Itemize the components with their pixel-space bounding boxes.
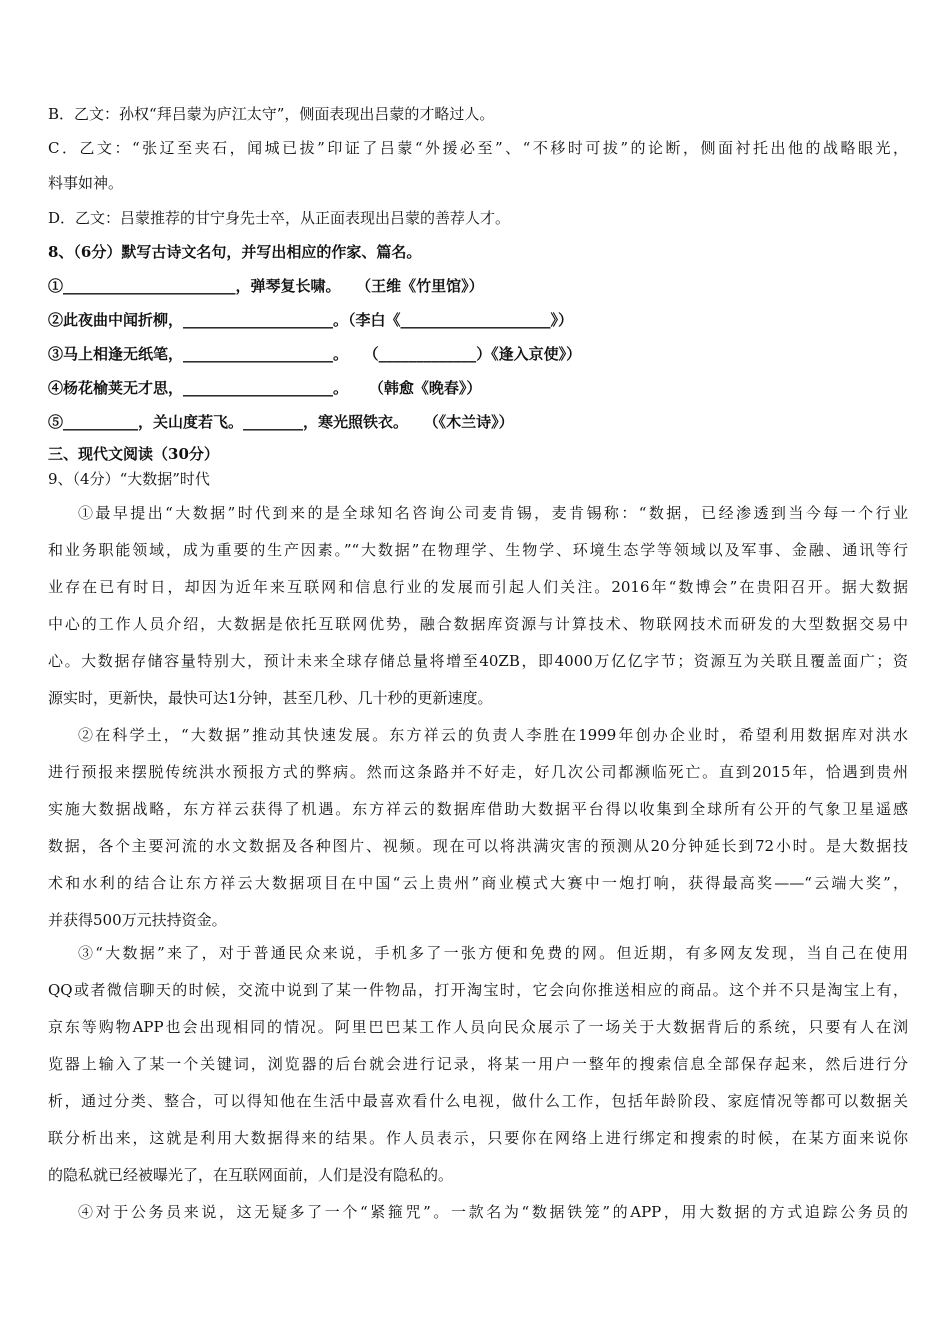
option-c-line-2: 料事如神。 <box>48 174 124 192</box>
question-8-title: 8、（6分）默写古诗文名句，并写出相应的作家、篇名。 <box>48 243 422 261</box>
passage-line: 数据，各个主要河流的水文数据及各种图片、视频。现在可以将洪满灾害的预测从20分钟延长到72小时。是大数据技 <box>48 837 908 855</box>
option-c-line-1: C．乙文：“张辽至夹石，闻城已拔”印证了吕蒙“外援必至”、“不移时可拔”的论断，侧面衬托出他的战略眼光， <box>48 139 908 157</box>
passage-line: 源实时，更新快，最快可达1分钟，甚至几秒、几十秒的更新速度。 <box>48 689 493 707</box>
passage-line: ④对于公务员来说，这无疑多了一个“紧箍咒”。一款名为“数据铁笼”的APP，用大数据的方式追踪公务员的 <box>78 1203 908 1221</box>
passage-line: 京东等购物APP也会出现相同的情况。阿里巴巴某工作人员向民众展示了一场关于大数据背后的系统，只要有人在浏 <box>48 1018 908 1036</box>
passage-line: 览器上输入了某一个关键词，浏览器的后台就会进行记录，将某一用户一整年的搜索信息全部保存起来，然后进行分 <box>48 1055 908 1073</box>
passage-line: ③“大数据”来了，对于普通民众来说，手机多了一张方便和免费的网。但近期，有多网友发现，当自己在使用 <box>78 944 908 962</box>
q8-item-1: ①_______________________，弹琴复长啸。 （王维《竹里馆》） <box>48 277 484 295</box>
passage-line: ①最早提出“大数据”时代到来的是全球知名咨询公司麦肯锡，麦肯锡称：“数据，已经渗透到当今每一个行业 <box>78 504 908 522</box>
passage-line: 并获得500万元扶持资金。 <box>48 911 227 929</box>
option-b: B．乙文：孙权“拜吕蒙为庐江太守”，侧面表现出吕蒙的才略过人。 <box>48 105 495 123</box>
passage-line: 和业务职能领域，成为重要的生产因素。”“大数据”在物理学、生物学、环境生态学等领域以及军事、金融、通讯等行 <box>48 541 908 559</box>
q8-item-5: ⑤__________，关山度若飞。________，寒光照铁衣。 （《木兰诗》） <box>48 413 514 431</box>
option-d: D．乙文：吕蒙推荐的甘宁身先士卒，从正面表现出吕蒙的善荐人才。 <box>48 209 511 227</box>
question-9-title: 9、（4分）“大数据”时代 <box>48 470 210 488</box>
q8-item-4: ④杨花榆荚无才思，____________________。 （韩愈《晚春》） <box>48 379 482 397</box>
passage-line: 进行预报来摆脱传统洪水预报方式的弊病。然而这条路并不好走，好几次公司都濒临死亡。直到2015年，恰遇到贵州 <box>48 763 908 781</box>
passage-line: 术和水利的结合让东方祥云大数据项目在中国“云上贵州”商业模式大赛中一炮打响，获得最高奖——“云端大奖”， <box>48 874 908 892</box>
passage-line: QQ或者微信聊天的时候，交流中说到了某一件物品，打开淘宝时，它会向你推送相应的商品。这个并不只是淘宝上有， <box>48 981 908 999</box>
passage-line: 实施大数据战略，东方祥云获得了机遇。东方祥云的数据库借助大数据平台得以收集到全球所有公开的气象卫星遥感 <box>48 800 908 818</box>
q8-item-2: ②此夜曲中闻折柳，____________________。（李白《____________________》） <box>48 311 574 329</box>
passage-line: 中心的工作人员介绍，大数据是依托互联网优势，融合数据库资源与计算技术、物联网技术而研发的大型数据交易中 <box>48 615 908 633</box>
q8-item-3: ③马上相逢无纸笔，____________________。 （_____________）《逢入京使》） <box>48 345 582 363</box>
passage-line: 心。大数据存储容量特别大，预计未来全球存储总量将增至40ZB，即4000万亿亿字节；资源互为关联且覆盖面广；资 <box>48 652 908 670</box>
passage-line: 的隐私就已经被曝光了，在互联网面前，人们是没有隐私的。 <box>48 1166 454 1184</box>
passage-line: 联分析出来，这就是利用大数据得来的结果。作人员表示，只要你在网络上进行绑定和搜索的时候，在某方面来说你 <box>48 1129 908 1147</box>
passage-line: ②在科学土，“大数据”推动其快速发展。东方祥云的负责人李胜在1999年创办企业时，希望利用数据库对洪水 <box>78 726 908 744</box>
passage-line: 业存在已有时日，却因为近年来互联网和信息行业的发展而引起人们关注。2016年“数博会”在贵阳召开。据大数据 <box>48 578 908 596</box>
section-3-title: 三、现代文阅读（30分） <box>48 445 219 463</box>
passage-line: 析，通过分类、整合，可以得知他在生活中最喜欢看什么电视，做什么工作，包括年龄阶段、家庭情况等都可以数据关 <box>48 1092 908 1110</box>
